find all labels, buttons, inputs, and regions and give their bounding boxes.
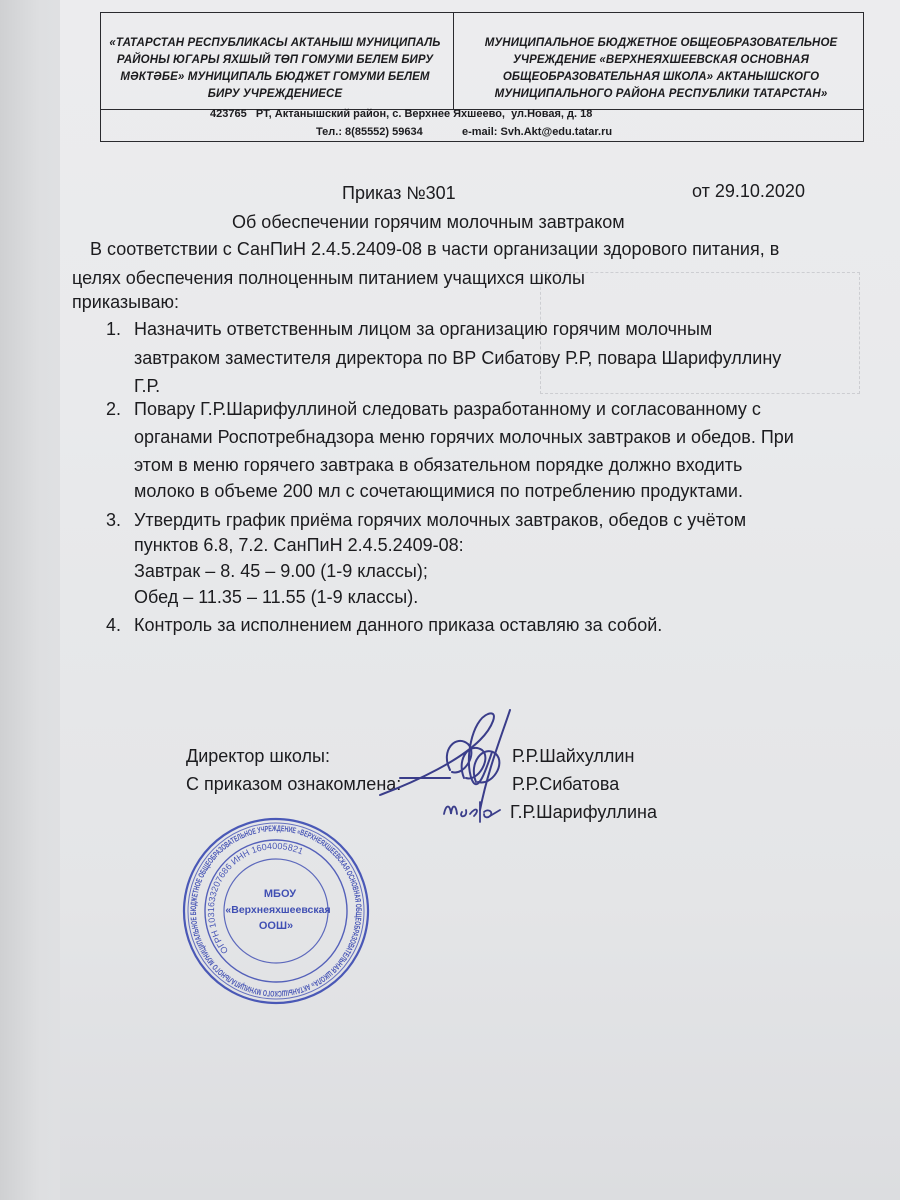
cook-signature bbox=[440, 792, 504, 826]
letterhead-email: e-mail: Svh.Akt@edu.tatar.ru bbox=[462, 126, 613, 138]
list-item-line: завтраком заместителя директора по ВР Сибатову Р.Р, повара Шарифуллину bbox=[134, 348, 782, 368]
acknowledged-name-1: Р.Р.Сибатова bbox=[512, 774, 620, 794]
stamp-outer-ring: МУНИЦИПАЛЬНОЕ БЮДЖЕТНОЕ ОБЩЕОБРАЗОВАТЕЛЬНОЕ УЧРЕЖДЕНИЕ «ВЕРХНЕЯХШЕЕВСКАЯ ОСНОВНАЯ ОБЩЕОБРАЗОВАТЕЛЬНАЯ ШКОЛА» АКТАНЫШСКОГО МУНИЦИПАЛЬНОГО bbox=[188, 823, 364, 999]
acknowledged-name-2: Г.Р.Шарифуллина bbox=[510, 802, 657, 822]
order-number: Приказ №301 bbox=[342, 183, 456, 203]
letterhead-phone: Тел.: 8(85552) 59634 bbox=[316, 126, 423, 138]
list-item-line: Назначить ответственным лицом за организацию горячим молочным bbox=[134, 319, 713, 339]
stamp-center-3: ООШ» bbox=[258, 920, 294, 932]
list-item-line: Обед – 11.35 – 11.55 (1-9 классы). bbox=[134, 587, 419, 607]
official-round-stamp bbox=[180, 815, 372, 1007]
letterhead-table bbox=[100, 12, 864, 142]
letterhead-tatar: «ТАТАРСТАН РЕСПУБЛИКАСЫ АКТАНЫШ МУНИЦИПАЛЬ РАЙОНЫ ЮГАРЫ ЯХШЫЙ ТӨП ГОМУМИ БЕЛЕМ БИРУ МӘКТӘБЕ» МУНИЦИПАЛЬ БЮДЖЕТ ГОМУМИ БЕЛЕМ БИРУ УЧРЕЖДЕНИЕСЕ bbox=[109, 37, 441, 100]
preamble-line-2: целях обеспечения полноценным питанием учащихся школы bbox=[72, 268, 585, 288]
item-number: 4. bbox=[106, 615, 122, 635]
list-item-line: пунктов 6.8, 7.2. СанПиН 2.4.5.2409-08: bbox=[134, 535, 464, 555]
list-item-line: Повару Г.Р.Шарифуллиной следовать разработанному и согласованному с bbox=[134, 399, 761, 419]
list-item-line: Г.Р. bbox=[134, 376, 161, 396]
stamp-center-2: «Верхнеяхшеевская bbox=[225, 904, 331, 916]
order-title: Об обеспечении горячим молочным завтраком bbox=[232, 212, 625, 232]
list-item-line: молоко в объеме 200 мл с сочетающимися по потреблению продуктами. bbox=[134, 481, 743, 501]
preamble-line-3: приказываю: bbox=[72, 292, 179, 312]
list-item-line: Завтрак – 8. 45 – 9.00 (1-9 классы); bbox=[134, 561, 428, 581]
letterhead-russian: МУНИЦИПАЛЬНОЕ БЮДЖЕТНОЕ ОБЩЕОБРАЗОВАТЕЛЬНОЕ УЧРЕЖДЕНИЕ «ВЕРХНЕЯХШЕЕВСКАЯ ОСНОВНАЯ ОБЩЕОБРАЗОВАТЕЛЬНАЯ ШКОЛА» АКТАНЫШСКОГО МУНИЦИПАЛЬНОГО РАЙОНА РЕСПУБЛИКИ ТАТАРСТАН» bbox=[484, 37, 838, 100]
director-name: Р.Р.Шайхуллин bbox=[512, 746, 635, 766]
item-number: 1. bbox=[106, 319, 122, 339]
list-item-line: этом в меню горячего завтрака в обязательном порядке должно входить bbox=[134, 455, 743, 475]
preamble-line-1: В соответствии с СанПиН 2.4.5.2409-08 в части организации здорового питания, в bbox=[90, 239, 780, 259]
acknowledged-label: С приказом ознакомлена: bbox=[186, 774, 402, 794]
order-date: от 29.10.2020 bbox=[692, 181, 805, 201]
item-number: 2. bbox=[106, 399, 122, 419]
list-item-line: Утвердить график приёма горячих молочных завтраков, обедов с учётом bbox=[134, 510, 747, 530]
list-item-line: Контроль за исполнением данного приказа оставляю за собой. bbox=[134, 615, 663, 635]
director-label: Директор школы: bbox=[186, 746, 330, 766]
stamp-inner-ring: ОГРН 1031633207686 ИНН 1604005821 bbox=[205, 840, 305, 956]
letterhead-address: 423765 РТ, Актанышский район, с. Верхнее Яхшеево, ул.Новая, д. 18 bbox=[210, 108, 593, 120]
stamp-center-1: МБОУ bbox=[263, 888, 297, 900]
item-number: 3. bbox=[106, 510, 122, 530]
list-item-line: органами Роспотребнадзора меню горячих молочных завтраков и обедов. При bbox=[134, 427, 794, 447]
